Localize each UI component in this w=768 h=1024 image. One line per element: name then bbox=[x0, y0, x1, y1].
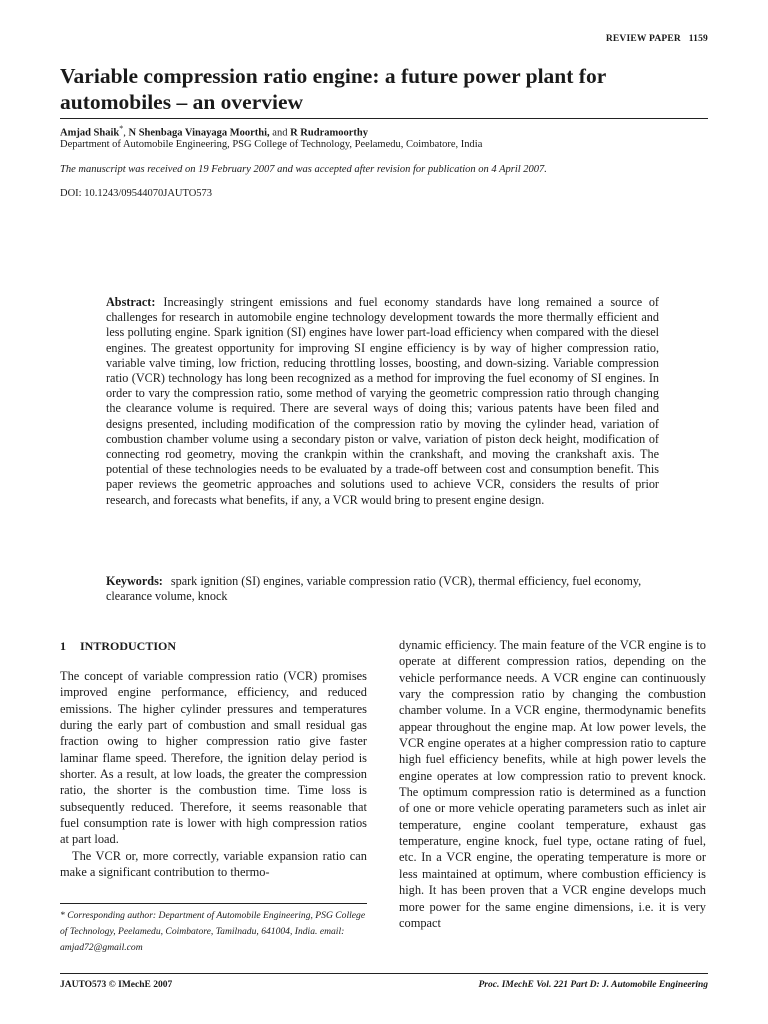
author-list: Amjad Shaik*, N Shenbaga Vinayaga Moorthi, and R Rudramoorthy bbox=[60, 124, 368, 139]
paper-title: Variable compression ratio engine: a future power plant for automobiles – an overview bbox=[60, 64, 606, 114]
manuscript-note: The manuscript was received on 19 February 2007 and was accepted after revision for publication on 4 April 2007. bbox=[60, 164, 547, 175]
abstract-label: Abstract: bbox=[106, 295, 156, 309]
running-header bbox=[606, 34, 708, 44]
corresponding-mark: * bbox=[119, 124, 124, 133]
keywords-text: spark ignition (SI) engines, variable compression ratio (VCR), thermal efficiency, fuel economy, clearance volume, knock bbox=[106, 574, 642, 604]
author-2: N Shenbaga Vinayaga Moorthi, bbox=[128, 127, 270, 139]
abstract-text: Increasingly stringent emissions and fuel economy standards have long remained a source of challenges for research in automobile engine technology development towards the more thermally efficient and less polluting engine. Spark ignition (SI) engines have lower part-load efficiency when compared with the diesel engines. The greatest opportunity for improving SI engine efficiency is by way of higher compression ratio, variable valve timing, low friction, reducing throttling losses, boosting, and down-sizing. Variable compression ratio (VCR) technology has long been recognized as a method for improving the fuel economy of SI engines. In order to vary the compression ratio, some method of varying the geometric compression ratio through changing the clearance volume is required. There are several ways of doing this; various patents have been filed and designs presented, including modification of the compression ratio by moving the cylinder head, variation of combustion chamber volume using a secondary piston or valve, variation of piston deck height, modification of connecting rod geometry, moving the crankpin within the crankshaft, and moving the crankshaft axis. The potential of these technologies needs to be evaluated by a trade-off between cost and consumption benefit. This paper reviews the geometric approaches and solutions used to achieve VCR, considers the results of prior research, and forecasts what benefits, if any, a VCR would bring to present engine design. bbox=[106, 295, 659, 507]
body-paragraph-3: dynamic efficiency. The main feature of the VCR engine is to operate at different compression ratios, depending on the vehicle performance needs. A VCR engine can continuously vary the compression ratio by changing the combustion chamber volume. In a VCR engine, thermodynamic benefits appear throughout the engine map. At low power levels, the VCR engine operates at a higher compression ratio to capture high fuel efficiency benefits, while at high power levels the engine operates at low compression ratio to prevent knock. The optimum compression ratio is determined as a function of one or more vehicle operating parameters such as inlet air temperature, engine coolant temperature, exhaust gas temperature, engine knock, fuel type, octane rating of fuel, etc. In a VCR engine, the operating temperature is more or less maintained at optimum, where combustion efficiency is high. It has been proven that a VCR engine develops much more power for the same engine dimensions, i.e. it is very compact bbox=[399, 638, 706, 930]
footnote: * Corresponding author: Department of Automobile Engineering, PSG College of Technology, Peelamedu, Coimbatore, Tamilnadu, 641004, India. email: amjad72@gmail.com bbox=[60, 910, 366, 953]
author-1: Amjad Shaik bbox=[60, 127, 120, 139]
left-column bbox=[60, 668, 367, 880]
page-number: 1159 bbox=[688, 34, 708, 44]
abstract bbox=[106, 295, 659, 508]
right-column bbox=[399, 637, 706, 931]
doi: DOI: 10.1243/09544070JAUTO573 bbox=[60, 188, 213, 199]
section-number: 1 bbox=[60, 639, 66, 653]
running-head-label: REVIEW PAPER bbox=[605, 34, 681, 44]
footer-rule bbox=[60, 973, 708, 974]
body-paragraph-2: The VCR or, more correctly, variable expansion ratio can make a significant contribution to thermo- bbox=[60, 848, 367, 880]
author-3: R Rudramoorthy bbox=[290, 127, 368, 139]
author-conjunction: and bbox=[269, 127, 291, 139]
section-heading bbox=[60, 639, 176, 654]
footer-left: JAUTO573 © IMechE 2007 bbox=[60, 980, 173, 990]
body-paragraph-1: The concept of variable compression ratio (VCR) promises improved engine performance, efficiency, and reduced emissions. The higher cylinder pressures and temperatures during the early part of combustion and small residual gas fraction owing to higher compression ratio give faster laminar flame speed. Therefore, the ignition delay period is shorter. As a result, at low loads, the greater the compression ratio, the shorter is the combustion time. Time loss is subsequently reduced. Therefore, it seems reasonable that fuel consumption rate is lower with high compression ratios at part load. bbox=[60, 669, 367, 847]
section-title: INTRODUCTION bbox=[80, 639, 177, 653]
keywords bbox=[106, 574, 659, 604]
footer-right: Proc. IMechE Vol. 221 Part D: J. Automobile Engineering bbox=[478, 980, 708, 990]
affiliation: Department of Automobile Engineering, PSG College of Technology, Peelamedu, Coimbatore, India bbox=[60, 139, 483, 150]
title-rule bbox=[60, 118, 708, 119]
keywords-label: Keywords: bbox=[106, 574, 163, 588]
footnote-rule bbox=[60, 903, 367, 904]
